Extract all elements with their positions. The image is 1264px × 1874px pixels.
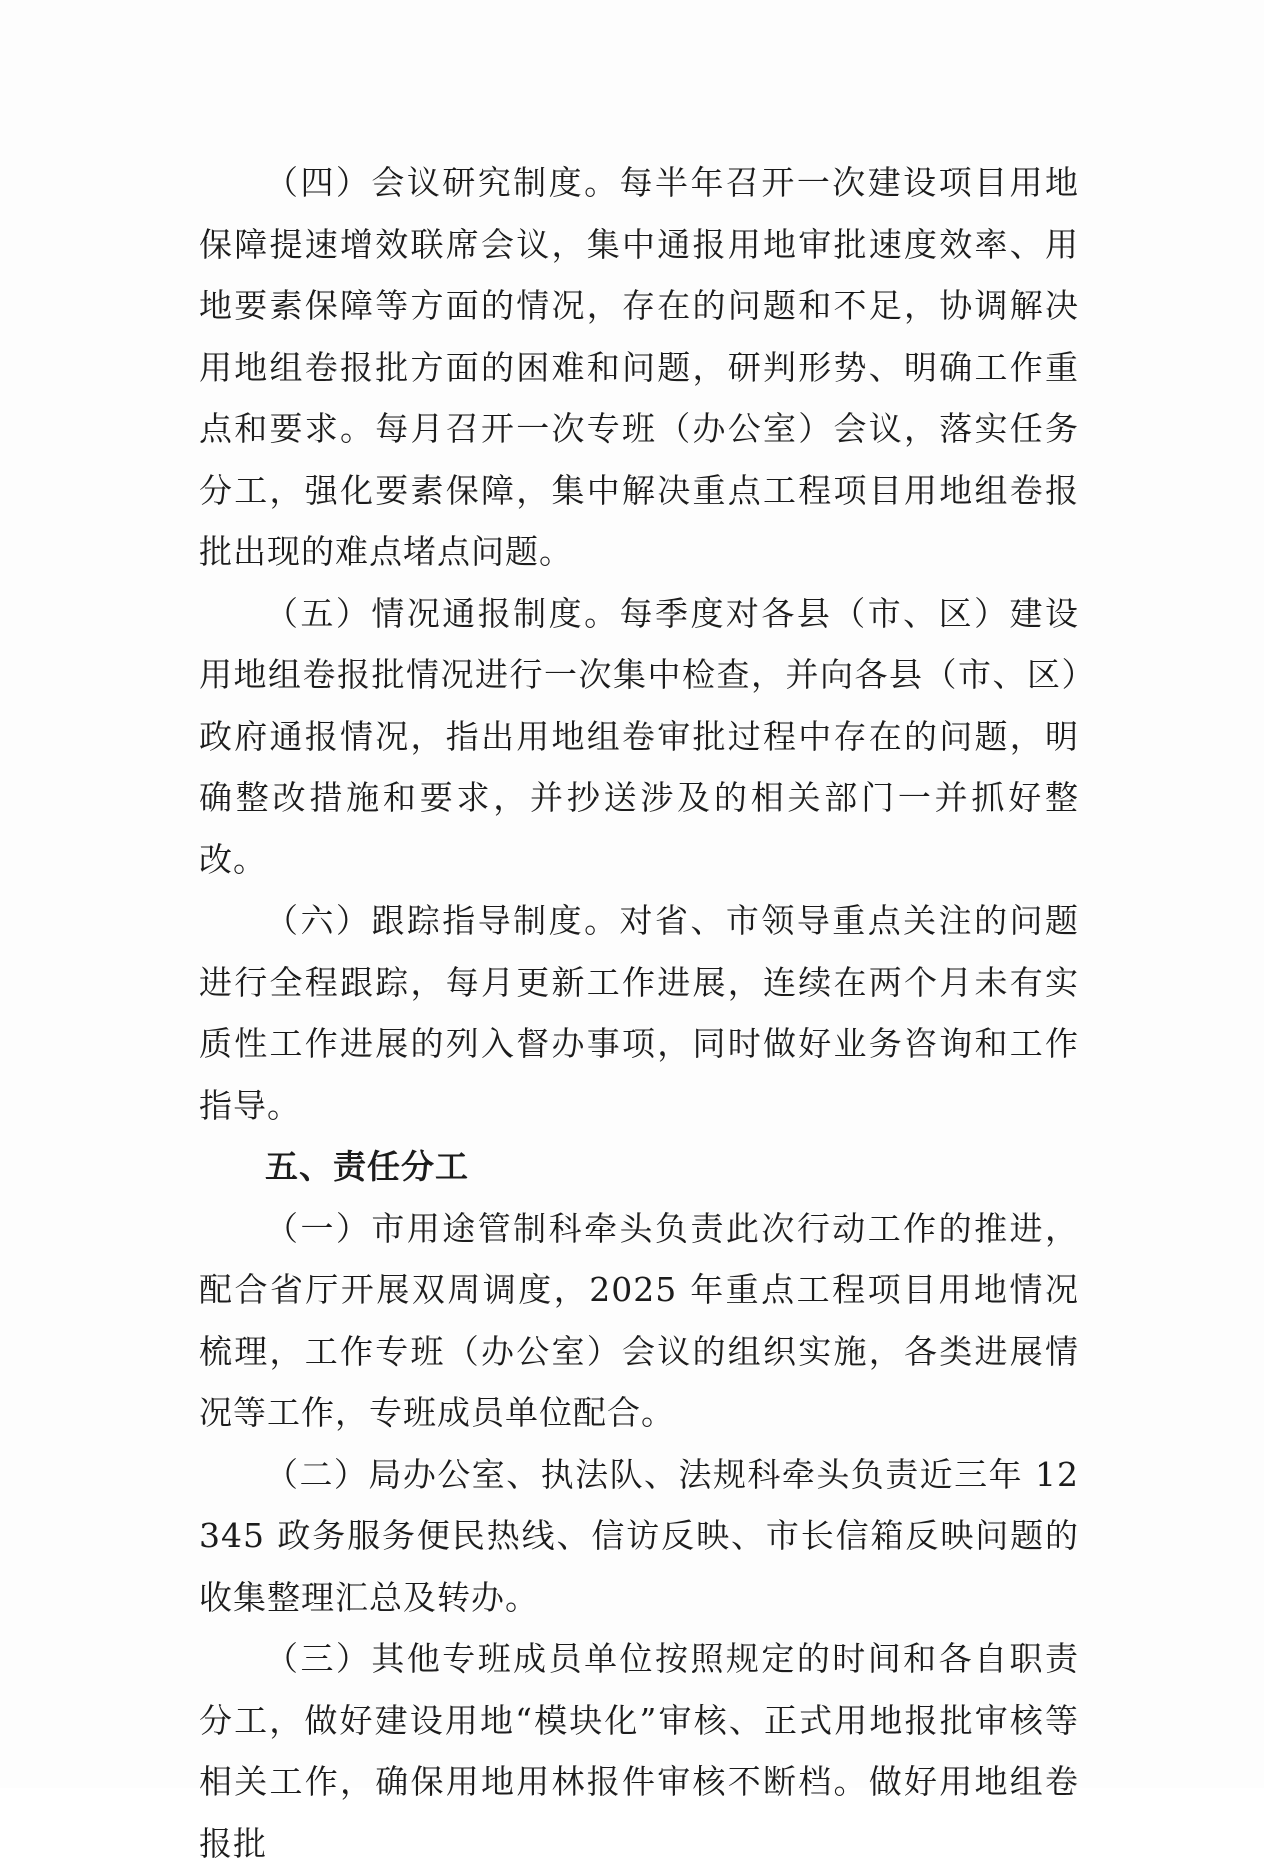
document-body bbox=[199, 152, 1079, 1874]
paragraph-responsibility-3: （三）其他专班成员单位按照规定的时间和各自职责分工，做好建设用地“模块化”审核、正式用地报批审核等相关工作，确保用地用林报件审核不断档。做好用地组卷报批 bbox=[199, 1639, 1079, 1863]
paragraph-meeting-research-system: （四）会议研究制度。每半年召开一次建设项目用地保障提速增效联席会议，集中通报用地审批速度效率、用地要素保障等方面的情况，存在的问题和不足，协调解决用地组卷报批方面的困难和问题，研判形势、明确工作重点和要求。每月召开一次专班（办公室）会议，落实任务分工，强化要素保障，集中解决重点工程项目用地组卷报批出现的难点堵点问题。 bbox=[199, 163, 1079, 571]
paragraph-status-report-system: （五）情况通报制度。每季度对各县（市、区）建设用地组卷报批情况进行一次集中检查，并向各县（市、区）政府通报情况，指出用地组卷审批过程中存在的问题，明确整改措施和要求，并抄送涉及的相关部门一并抓好整改。 bbox=[199, 593, 1079, 879]
paragraph-responsibility-1: （一）市用途管制科牵头负责此次行动工作的推进，配合省厅开展双周调度，2025 年重点工程项目用地情况梳理，工作专班（办公室）会议的组织实施，各类进展情况等工作，专班成员单位配合。 bbox=[199, 1208, 1079, 1432]
section-heading-responsibility-division: 五、责任分工 bbox=[265, 1147, 469, 1186]
paragraph-responsibility-2: （二）局办公室、执法队、法规科牵头负责近三年 12345 政务服务便民热线、信访反映、市长信箱反映问题的收集整理汇总及转办。 bbox=[199, 1454, 1079, 1617]
paragraph-tracking-guidance-system: （六）跟踪指导制度。对省、市领导重点关注的问题进行全程跟踪，每月更新工作进展，连续在两个月未有实质性工作进展的列入督办事项，同时做好业务咨询和工作指导。 bbox=[199, 901, 1079, 1125]
